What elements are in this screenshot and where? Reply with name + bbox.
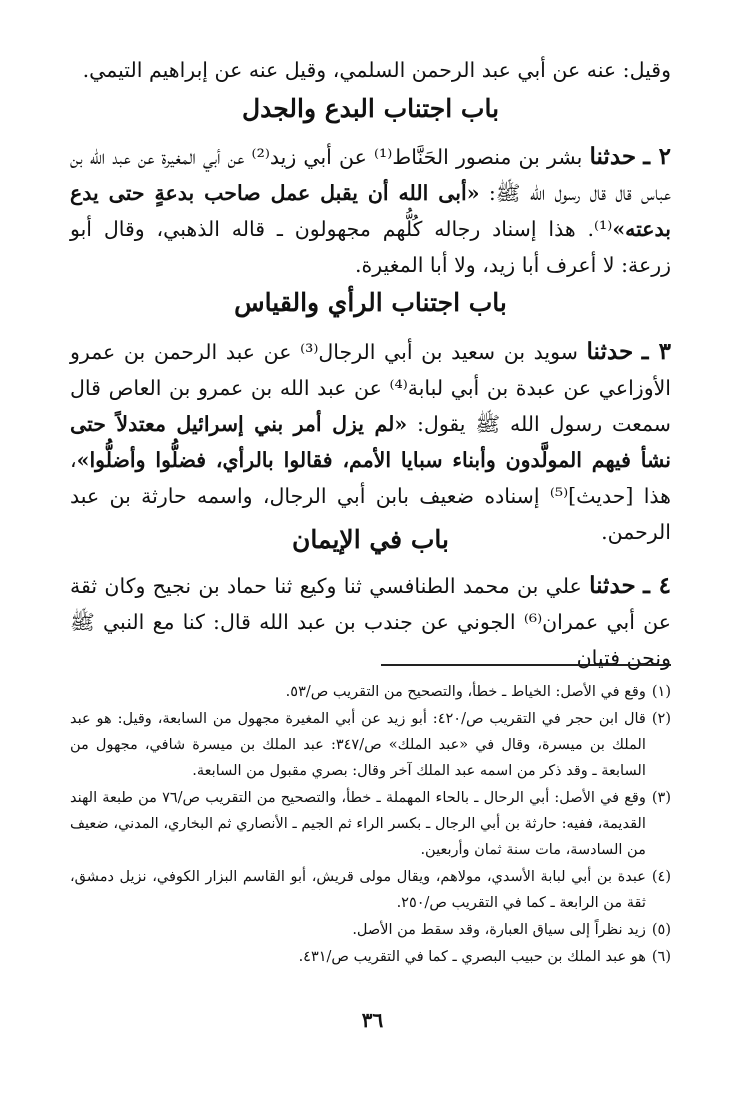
- intro-text: وقيل: عنه عن أبي عبد الرحمن السلمي، وقيل عنه عن إبراهيم التيمي.: [82, 58, 671, 82]
- hadith-4: [70, 568, 671, 676]
- section-heading-bida: باب اجتناب البدع والجدل: [241, 94, 500, 123]
- footnote-text: عبدة بن أبي لبابة الأسدي، مولاهم، ويقال مولى قريش، أبو القاسم البزار الكوفي، نزيل دمشق، ثقة من الرابعة ـ كما في التقريب ص/٢٥٠.: [70, 869, 646, 911]
- footnote-5: [70, 917, 671, 943]
- hadith-number: ٤ ـ: [643, 572, 671, 599]
- footnote-3: [70, 785, 671, 863]
- hadith-matn: «لم يزل أمر بني إسرائيل معتدلاً حتى نشأ فيهم المولَّدون وأبناء سبايا الأمم، فقالوا بالرأي، فضلُّوا وأضلُّوا»: [70, 412, 671, 472]
- hadith-2: [70, 139, 671, 283]
- section-heading-iman: باب في الإيمان: [292, 525, 449, 554]
- footnote-divider: [381, 664, 671, 666]
- section-heading-ray: باب اجتناب الرأي والقياس: [234, 288, 507, 317]
- hadith-isnad: سويد بن سعيد بن أبي الرجال⁽³⁾ عن عبد الرحمن بن عمرو الأوزاعي عن عبدة بن أبي لبابة⁽⁴⁾ عن عبد الله بن عمرو بن العاص قال سمعت رسول الله ﷺ يقول:: [70, 340, 671, 436]
- footnotes: [70, 679, 671, 971]
- page-number: ٣٦: [361, 1008, 384, 1032]
- hadith-isnad: بشر بن منصور الحَنَّاط⁽¹⁾ عن أبي زيد⁽²⁾ عن أبي المغيرة عن عبد الله بن عباس قال قال رسول الله ﷺ:: [70, 145, 671, 205]
- hadith-isnad: علي بن محمد الطنافسي ثنا وكيع ثنا حماد بن نجيح وكان ثقة عن أبي عمران⁽⁶⁾ الجوني عن جندب بن عبد الله قال: كنا مع النبي ﷺ ونحن فتيان: [70, 574, 671, 670]
- hadith-number: ٣ ـ: [641, 338, 671, 365]
- footnote-4: [70, 864, 671, 916]
- footnote-number: (٦): [651, 949, 671, 965]
- footnote-text: قال ابن حجر في التقريب ص/٤٢٠: أبو زيد عن أبي المغيرة مجهول من السابعة، وقيل: هو عبد الملك بن ميسرة، وقال في «عبد الملك» ص/٣٤٧: عبد الملك بن ميسرة شافي، مجهول من السابعة ـ وقد ذكر من اسمه عبد الملك آخر وقال: بصري مقبول من السابعة.: [70, 711, 646, 779]
- hadith-commentary: ⁽¹⁾. هذا إسناد رجاله كُلُّهم مجهولون ـ قاله الذهبي، وقال أبو زرعة: لا أعرف أبا زيد، ولا أبا المغيرة.: [70, 217, 671, 277]
- hadith-number: ٢ ـ: [643, 143, 671, 170]
- hadith-3: [70, 334, 671, 550]
- footnote-text: وقع في الأصل: أبي الرحال ـ بالحاء المهملة ـ خطأ، والتصحيح من التقريب ص/٧٦ من طبعة الهند القديمة، ففيه: حارثة بن أبي الرجال ـ بكسر الراء ثم الجيم ـ الأنصاري ثم البخاري، المدني، ضعيف من السادسة، مات سنة ثمان وأربعين.: [70, 790, 646, 858]
- haddathana-word: حدثنا: [589, 143, 637, 170]
- hadith-commentary: ، هذا [حديث]⁽⁵⁾ إسناده ضعيف بابن أبي الرجال، واسمه حارثة بن عبد الرحمن.: [70, 448, 671, 544]
- intro-paragraph: [70, 52, 671, 88]
- footnote-number: (١): [651, 684, 671, 700]
- footnote-1: [70, 679, 671, 705]
- footnote-number: (٤): [651, 869, 671, 885]
- footnote-number: (٥): [651, 922, 671, 938]
- footnote-text: هو عبد الملك بن حبيب البصري ـ كما في التقريب ص/٤٣١.: [298, 949, 646, 965]
- footnote-number: (٣): [651, 790, 671, 806]
- footnote-2: [70, 706, 671, 784]
- footnote-6: [70, 944, 671, 970]
- footnote-number: (٢): [651, 711, 671, 727]
- footnote-text: وقع في الأصل: الخياط ـ خطأ، والتصحيح من التقريب ص/٥٣.: [285, 684, 646, 700]
- haddathana-word: حدثنا: [586, 338, 634, 365]
- hadith-matn: «أبى الله أن يقبل عمل صاحب بدعةٍ حتى يدع بدعته»: [70, 181, 671, 241]
- footnote-text: زيد نظراً إلى سياق العبارة، وقد سقط من الأصل.: [352, 922, 646, 938]
- haddathana-word: حدثنا: [589, 572, 636, 599]
